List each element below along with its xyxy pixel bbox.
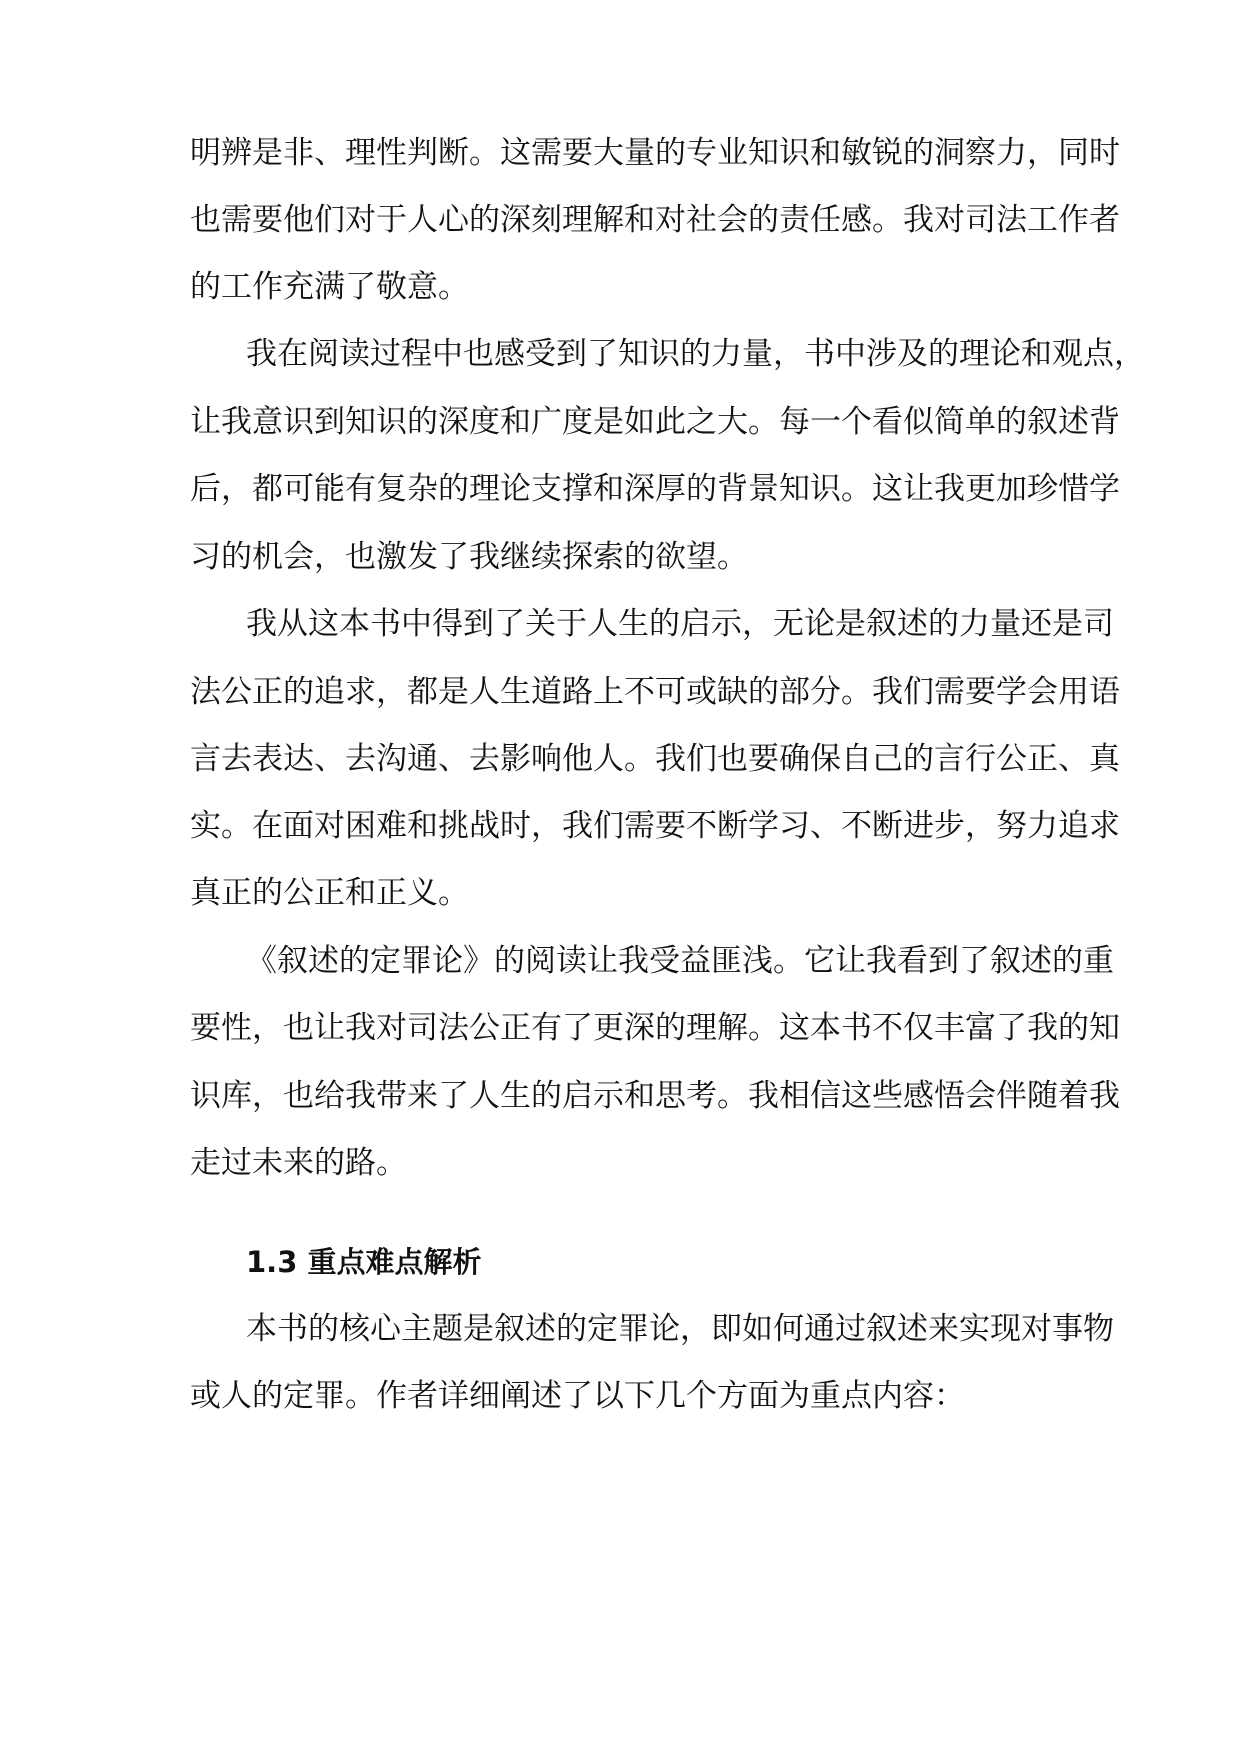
paragraph-3-line-5: 真正的公正和正义。 (190, 875, 469, 911)
paragraph-1-line-3: 的工作充满了敬意。 (190, 269, 469, 305)
paragraph-1-line-1: 明辨是非、理性判断。这需要大量的专业知识和敏锐的洞察力，同时 (190, 135, 1120, 171)
paragraph-4-line-2: 要性，也让我对司法公正有了更深的理解。这本书不仅丰富了我的知 (190, 1010, 1120, 1046)
paragraph-2-line-1: 我在阅读过程中也感受到了知识的力量，书中涉及的理论和观点， (246, 336, 1145, 372)
section-line-1: 本书的核心主题是叙述的定罪论，即如何通过叙述来实现对事物 (246, 1311, 1114, 1347)
paragraph-1-line-2: 也需要他们对于人心的深刻理解和对社会的责任感。我对司法工作者 (190, 202, 1120, 238)
paragraph-3-line-2: 法公正的追求，都是人生道路上不可或缺的部分。我们需要学会用语 (190, 674, 1120, 710)
paragraph-3-line-4: 实。在面对困难和挑战时，我们需要不断学习、不断进步，努力追求 (190, 808, 1120, 844)
paragraph-2-line-4: 习的机会，也激发了我继续探索的欲望。 (190, 539, 748, 575)
paragraph-2-line-2: 让我意识到知识的深度和广度是如此之大。每一个看似简单的叙述背 (190, 404, 1120, 440)
paragraph-3-line-1: 我从这本书中得到了关于人生的启示，无论是叙述的力量还是司 (246, 606, 1114, 642)
paragraph-2-line-3: 后，都可能有复杂的理论支撑和深厚的背景知识。这让我更加珍惜学 (190, 471, 1120, 507)
section-line-2: 或人的定罪。作者详细阐述了以下几个方面为重点内容： (190, 1378, 965, 1414)
paragraph-4-line-3: 识库，也给我带来了人生的启示和思考。我相信这些感悟会伴随着我 (190, 1078, 1120, 1114)
paragraph-4-line-4: 走过未来的路。 (190, 1145, 407, 1181)
paragraph-3-line-3: 言去表达、去沟通、去影响他人。我们也要确保自己的言行公正、真 (190, 741, 1120, 777)
paragraph-4-line-1: 《叙述的定罪论》的阅读让我受益匪浅。它让我看到了叙述的重 (246, 943, 1114, 979)
section-heading: 1.3 重点难点解析 (246, 1245, 482, 1279)
